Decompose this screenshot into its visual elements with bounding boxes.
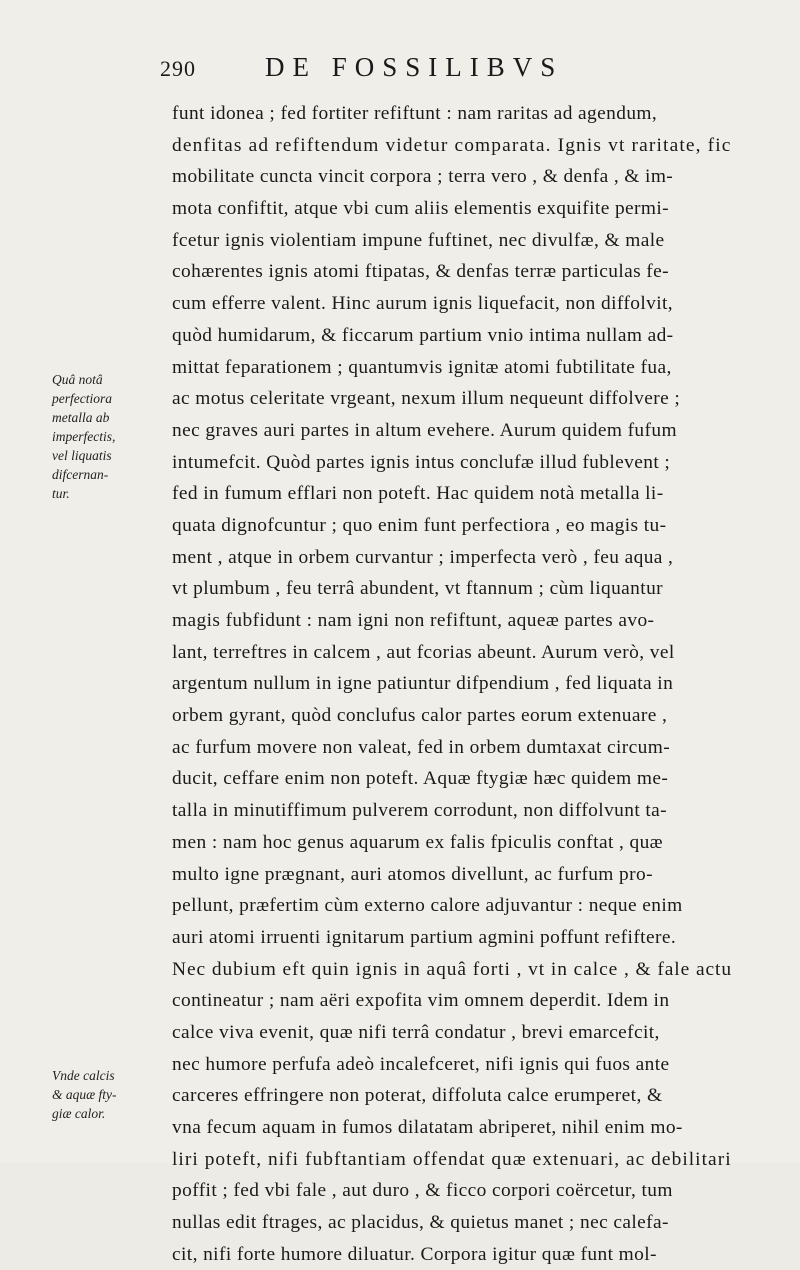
- text-line: poffit ; fed vbi fale , aut duro , & ficco corpori coërcetur, tum: [172, 1180, 673, 1202]
- text-line: funt idonea ; fed fortiter refiftunt : nam raritas ad agendum,: [172, 103, 658, 124]
- text-line: magis fubfidunt : nam igni non refiftunt, aqueæ partes avo-: [172, 610, 655, 631]
- text-line: cit, nifi forte humore diluatur. Corpora igitur quæ funt mol-: [172, 1243, 657, 1265]
- text-line: calce viva evenit, quæ nifi terrâ condatur , brevi emarcefcit,: [172, 1021, 660, 1043]
- margin-note-line: metalla ab: [52, 410, 110, 425]
- margin-note-line: & aquæ fty-: [52, 1087, 117, 1102]
- text-line: ment , atque in orbem curvantur ; imperfecta verò , feu aqua ,: [172, 546, 674, 568]
- text-line: intumefcit. Quòd partes ignis intus conclufæ illud fublevent ;: [172, 451, 671, 473]
- text-line: argentum nullum in igne patiuntur difpendium , fed liquata in: [172, 673, 674, 695]
- text-line: Nec dubium eft quin ignis in aquâ forti , vt in calce , & fale actu: [172, 958, 732, 980]
- text-line: nec humore perfufa adeò incalefceret, nifi ignis qui fuos ante: [172, 1053, 670, 1075]
- text-line: cohærentes ignis atomi ftipatas, & denfas terræ particulas fe-: [172, 261, 670, 283]
- text-line: ac furfum movere non valeat, fed in orbem dumtaxat circum-: [172, 736, 671, 758]
- text-line: contineatur ; nam aëri expofita vim omnem deperdit. Idem in: [172, 990, 670, 1012]
- body-text: [172, 98, 732, 1270]
- text-line: cum efferre valent. Hinc aurum ignis liquefacit, non diffolvit,: [172, 293, 674, 315]
- page-header: [0, 52, 800, 86]
- margin-note-line: Quâ notâ: [52, 372, 103, 387]
- text-line: quata dignofcuntur ; quo enim funt perfectiora , eo magis tu-: [172, 514, 667, 536]
- page-number: 290: [160, 56, 196, 81]
- text-line: mittat feparationem ; quantumvis ignitæ atomi fubtilitate fua,: [172, 356, 672, 378]
- text-line: pellunt, præfertim cùm externo calore adjuvantur : neque enim: [172, 895, 683, 917]
- text-line: ac motus celeritate vrgeant, nexum illum nequeunt diffolvere ;: [172, 388, 681, 410]
- text-line: lant, terreftres in calcem , aut fcorias abeunt. Aurum verò, vel: [172, 641, 675, 663]
- margin-note-line: giæ calor.: [52, 1106, 106, 1121]
- text-line: vna fecum aquam in fumos dilatatam abriperet, nihil enim mo-: [172, 1117, 683, 1138]
- margin-note-line: imperfectis,: [52, 429, 116, 444]
- text-line: liri poteft, nifi fubftantiam offendat quæ extenuari, ac debilitari: [172, 1148, 732, 1170]
- margin-note-line: tur.: [52, 486, 70, 501]
- running-title: DE FOSSILIBVS: [265, 52, 564, 82]
- text-line: nec graves auri partes in altum evehere. Aurum quidem fufum: [172, 419, 677, 441]
- text-line: auri atomi irruenti ignitarum partium agmini poffunt refiftere.: [172, 926, 677, 948]
- margin-note-line: difcernan-: [52, 467, 109, 482]
- text-line: talla in minutiffimum pulverem corrodunt, non diffolvunt ta-: [172, 800, 668, 822]
- text-line: carceres effringere non poterat, diffoluta calce erumperet, &: [172, 1085, 663, 1107]
- margin-note-line: perfectiora: [52, 391, 112, 406]
- text-line: orbem gyrant, quòd conclufus calor partes eorum extenuare ,: [172, 705, 668, 727]
- margin-note-line: Vnde calcis: [52, 1068, 115, 1083]
- margin-note-perfect-metals: [52, 370, 170, 503]
- text-line: fed in fumum efflari non poteft. Hac quidem notà metalla li-: [172, 483, 664, 505]
- text-line: vt plumbum , feu terrâ abundent, vt ftannum ; cùm liquantur: [172, 578, 664, 600]
- text-line: mota confiftit, atque vbi cum aliis elementis exquifite permi-: [172, 198, 670, 220]
- text-line: fcetur ignis violentiam impune fuftinet, nec divulfæ, & male: [172, 229, 665, 251]
- text-line: denfitas ad refiftendum videtur comparata. Ignis vt raritate, fic: [172, 134, 732, 156]
- text-line: mobilitate cuncta vincit corpora ; terra vero , & denfa , & im-: [172, 166, 674, 188]
- text-line: men : nam hoc genus aquarum ex falis fpiculis conftat , quæ: [172, 831, 664, 853]
- text-line: multo igne prægnant, auri atomos divellunt, ac furfum pro-: [172, 863, 653, 885]
- text-line: ducit, ceffare enim non poteft. Aquæ ftygiæ hæc quidem me-: [172, 768, 669, 790]
- margin-note-calx-heat: [52, 1066, 170, 1123]
- text-line: quòd humidarum, & ficcarum partium vnio intima nullam ad-: [172, 324, 674, 346]
- margin-note-line: vel liquatis: [52, 448, 112, 463]
- text-line: nullas edit ftrages, ac placidus, & quietus manet ; nec calefa-: [172, 1212, 669, 1234]
